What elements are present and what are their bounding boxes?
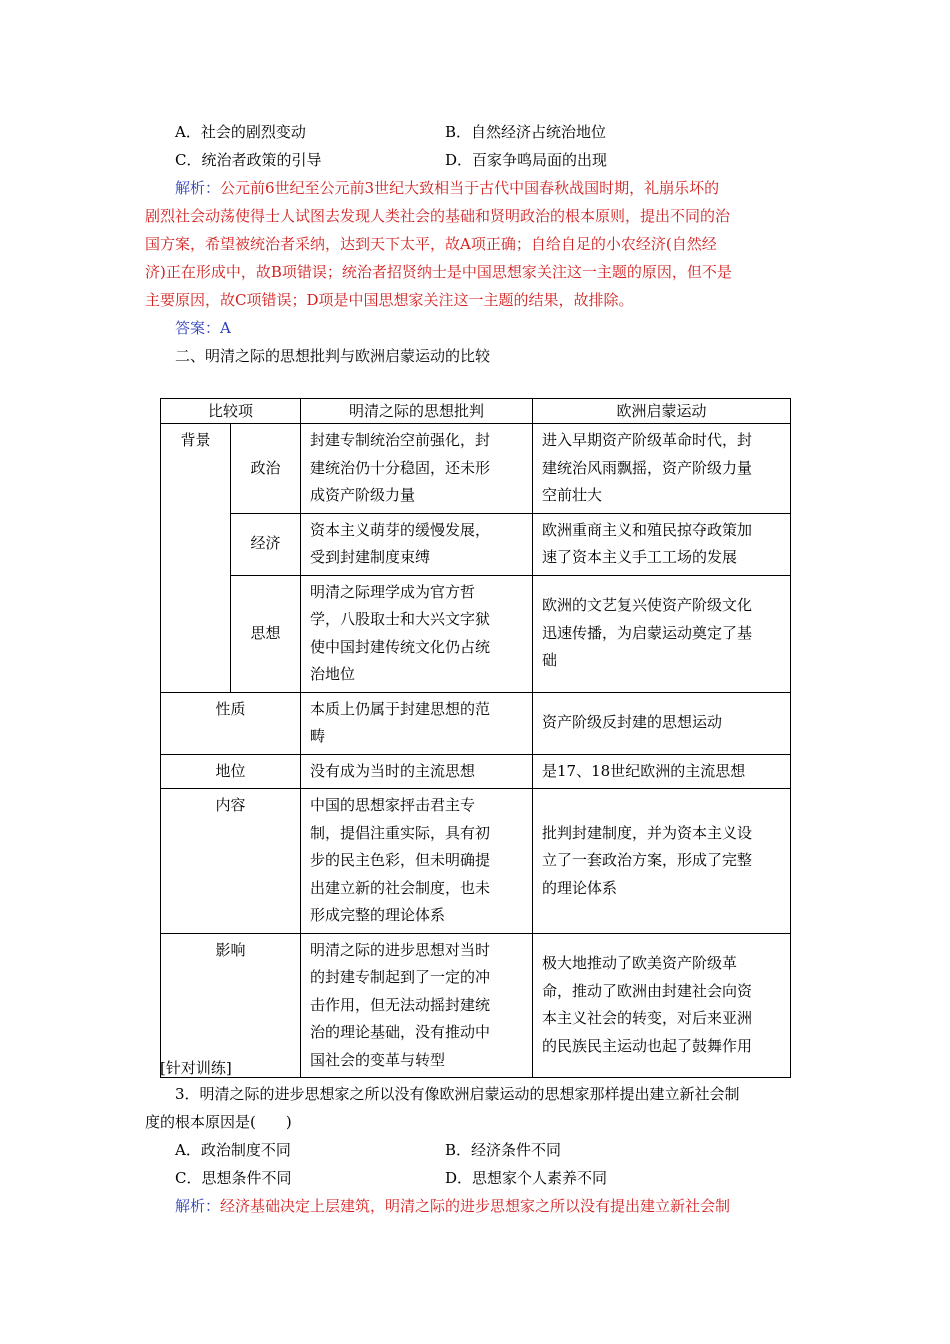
row-label-nature: 性质 [161,692,301,754]
cell-influence-europe: 极大地推动了欧美资产阶级革 命，推动了欧洲由封建社会向资 本主义社会的转变，对后来亚洲 的民族民主运动也起了鼓舞作用 [533,933,791,1078]
q2-analysis-line-5: 主要原因，故C项错误；D项是中国思想家关注这一主题的结果，故排除。 [145,291,634,309]
q3-stem-line-2: 度的根本原因是( ) [145,1113,292,1131]
table-row-status [161,754,791,789]
table-row-economy [161,513,791,575]
cell-status-ming: 没有成为当时的主流思想 [301,754,533,789]
row-label-influence: 影响 [161,933,301,1078]
row-label-politics: 政治 [231,424,301,514]
row-label-economy: 经济 [231,513,301,575]
cell-politics-ming: 封建专制统治空前强化，封 建统治仍十分稳固，还未形 成资产阶级力量 [301,424,533,514]
q3-analysis-line-1: 解析：经济基础决定上层建筑，明清之际的进步思想家之所以没有提出建立新社会制 [175,1197,731,1215]
q3-stem-line-1: 3．明清之际的进步思想家之所以没有像欧洲启蒙运动的思想家那样提出建立新社会制 [175,1085,740,1103]
cell-economy-europe: 欧洲重商主义和殖民掠夺政策加 速了资本主义手工工场的发展 [533,513,791,575]
q2-answer [175,317,231,339]
q2-analysis-line-1: 解析：公元前6世纪至公元前3世纪大致相当于古代中国春秋战国时期，礼崩乐坏的 [175,179,720,197]
q3-option-c: C．思想条件不同 [175,1169,292,1187]
cell-influence-ming: 明清之际的进步思想对当时 的封建专制起到了一定的冲 击作用，但无法动摇封建统 治的理论基础，没有推动中 国社会的变革与转型 [301,933,533,1078]
table-row-influence [161,933,791,1078]
q3-analysis-label: 解析： [175,1197,221,1215]
q2-analysis-line-3: 国方案，希望被统治者采纳，达到天下太平，故A项正确；自给自足的小农经济(自然经 [145,235,717,253]
q2-option-b: B．自然经济占统治地位 [445,123,607,141]
q2-answer-value: A [220,319,231,337]
q2-option-d: D．百家争鸣局面的出现 [445,151,608,169]
comparison-table [160,398,791,1078]
table-row-content [161,789,791,934]
cell-thought-ming: 明清之际理学成为官方哲 学，八股取士和大兴文字狱 使中国封建传统文化仍占统 治地位 [301,575,533,692]
cell-content-europe: 批判封建制度，并为资本主义设 立了一套政治方案，形成了完整 的理论体系 [533,789,791,934]
row-label-status: 地位 [161,754,301,789]
table-header-row [161,399,791,424]
row-label-content: 内容 [161,789,301,934]
q2-option-a: A．社会的剧烈变动 [175,123,306,141]
row-label-thought: 思想 [231,575,301,692]
q3-option-b: B．经济条件不同 [445,1141,562,1159]
cell-politics-europe: 进入早期资产阶级革命时代，封 建统治风雨飘摇，资产阶级力量 空前壮大 [533,424,791,514]
q2-analysis-line-2: 剧烈社会动荡使得士人试图去发现人类社会的基础和贤明政治的根本原则，提出不同的治 [145,207,731,225]
cell-content-ming: 中国的思想家抨击君主专 制，提倡注重实际，具有初 步的民主色彩，但未明确提 出建立新的社会制度，也未 形成完整的理论体系 [301,789,533,934]
table-row-politics [161,424,791,514]
q2-analysis-label: 解析： [175,179,221,197]
cell-thought-europe: 欧洲的文艺复兴使资产阶级文化 迅速传播，为启蒙运动奠定了基 础 [533,575,791,692]
cell-economy-ming: 资本主义萌芽的缓慢发展， 受到封建制度束缚 [301,513,533,575]
cell-nature-ming: 本质上仍属于封建思想的范 畴 [301,692,533,754]
header-europe: 欧洲启蒙运动 [533,399,791,424]
header-compare-item: 比较项 [161,399,301,424]
section-heading: 二、明清之际的思想批判与欧洲启蒙运动的比较 [175,347,491,365]
table-row-nature [161,692,791,754]
table-row-thought [161,575,791,692]
q2-analysis-line-4: 济)正在形成中，故B项错误；统治者招贤纳士是中国思想家关注这一主题的原因，但不是 [145,263,732,281]
q2-option-c: C．统治者政策的引导 [175,151,322,169]
cell-status-europe: 是17、18世纪欧洲的主流思想 [533,754,791,789]
q3-option-a: A．政治制度不同 [175,1141,291,1159]
cell-nature-europe: 资产阶级反封建的思想运动 [533,692,791,754]
row-label-background: 背景 [161,424,231,693]
q3-option-d: D．思想家个人素养不同 [445,1169,608,1187]
header-ming-qing: 明清之际的思想批判 [301,399,533,424]
training-label: [针对训练] [160,1059,232,1077]
q2-answer-label: 答案： [175,319,221,337]
